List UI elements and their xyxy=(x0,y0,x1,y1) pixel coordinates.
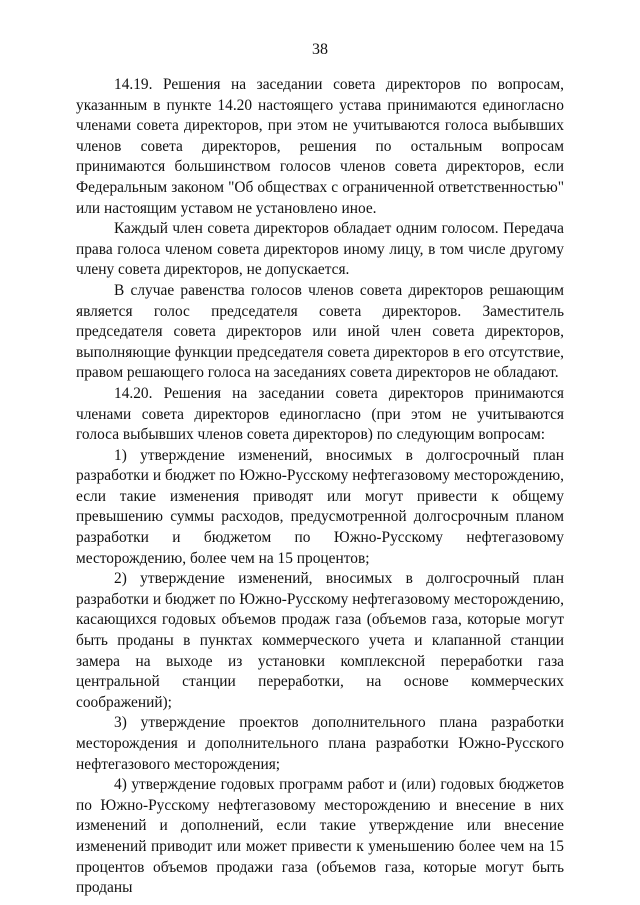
list-item-2: 2) утверждение изменений, вносимых в долгосрочный план разработки и бюджет по Южно-Русскому нефтегазовому месторождению, касающихся годовых объемов продаж газа (объемов газа, которые могут быть проданы в пунктах коммерческого учета и клапанной станции замера на выходе из установки комплексной переработки газа центральной станции переработки, на основе коммерческих соображений); xyxy=(76,570,564,711)
document-body xyxy=(76,75,564,899)
paragraph-tie-vote: В случае равенства голосов членов совета директоров решающим является голос председателя совета директоров. Заместитель председателя совета директоров или иной член совета директоров, выполняющие функции председателя совета директоров в его отсутствие, правом решающего голоса на заседаниях совета директоров не обладают. xyxy=(76,281,564,382)
list-item-3: 3) утверждение проектов дополнительного плана разработки месторождения и дополнительного плана разработки Южно-Русского нефтегазового месторождения; xyxy=(76,714,564,773)
page-number: 38 xyxy=(312,41,328,58)
paragraph-14-20: 14.20. Решения на заседании совета директоров принимаются членами совета директоров единогласно (при этом не учитываются голоса выбывших членов совета директоров) по следующим вопросам: xyxy=(76,384,564,444)
paragraph-one-vote: Каждый член совета директоров обладает одним голосом. Передача права голоса членом совета директоров иному лицу, в том числе другому члену совета директоров, не допускается. xyxy=(76,220,564,279)
list-item-1: 1) утверждение изменений, вносимых в долгосрочный план разработки и бюджет по Южно-Русскому нефтегазовому месторождению, если такие изменения приводят или могут привести к общему превышению суммы расходов, предусмотренной долгосрочным планом разработки и бюджетом по Южно-Русскому нефтегазовому месторождению, более чем на 15 процентов; xyxy=(76,446,564,567)
list-item-4: 4) утверждение годовых программ работ и (или) годовых бюджетов по Южно-Русскому нефтегазовому месторождению и внесение в них изменений и дополнений, если такие утверждение или внесение изменений приводит или может привести к уменьшению более чем на 15 процентов объемов продажи газа (объемов газа, которые могут быть проданы xyxy=(76,776,564,897)
paragraph-14-19: 14.19. Решения на заседании совета директоров по вопросам, указанным в пункте 14.20 настоящего устава принимаются единогласно членами совета директоров, при этом не учитываются голоса выбывших членов совета директоров, решения по остальным вопросам принимаются большинством голосов членов совета директоров, если Федеральным законом "Об обществах с ограниченной ответственностью" или настоящим уставом не установлено иное. xyxy=(76,76,564,217)
